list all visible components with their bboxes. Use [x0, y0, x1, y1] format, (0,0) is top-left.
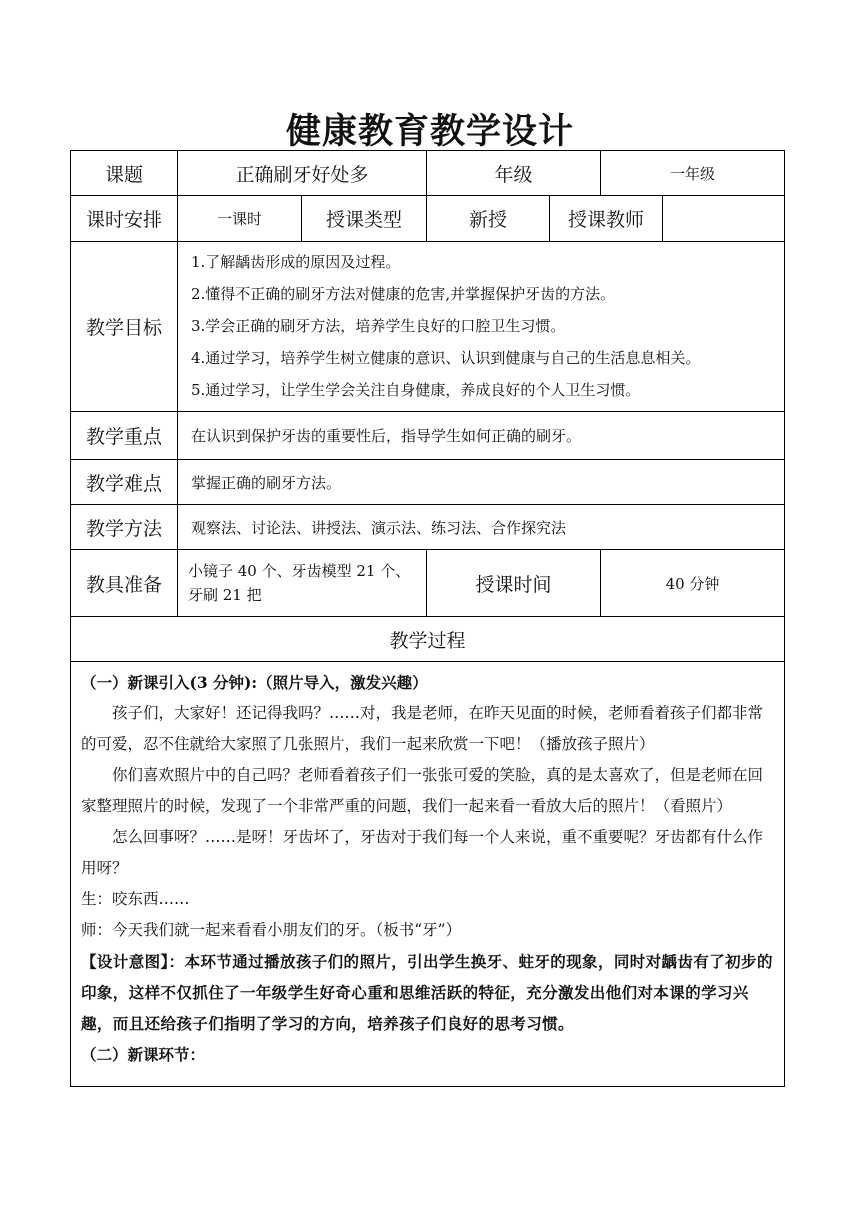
objectives-label: 教学目标 — [70, 241, 178, 412]
teacher-label: 授课教师 — [549, 195, 663, 242]
tools-label: 教具准备 — [70, 549, 178, 617]
process-paragraph: 你们喜欢照片中的自己吗？老师看着孩子们一张张可爱的笑脸，真的是太喜欢了，但是老师在回家整理照片的时候，发现了一个非常严重的问题，我们一起来看一看放大后的照片！（看照片） — [81, 766, 764, 815]
teacher-value — [662, 195, 785, 242]
time-label: 授课时间 — [426, 549, 601, 617]
process-body — [70, 661, 785, 1087]
section1-title: （一）新课引入(3 分钟):（照片导入，激发兴趣） — [81, 673, 428, 692]
type-label: 授课类型 — [301, 195, 427, 242]
objective-item: 3.学会正确的刷牙方法，培养学生良好的口腔卫生习惯。 — [191, 317, 566, 335]
grade-value: 一年级 — [600, 150, 785, 196]
objective-item: 4.通过学习，培养学生树立健康的意识、认识到健康与自己的生活息息相关。 — [191, 349, 701, 367]
tools-value: 小镜子 40 个、牙齿模型 21 个、牙刷 21 把 — [177, 549, 427, 617]
page-title: 健康教育教学设计 — [285, 112, 574, 152]
process-paragraph: 怎么回事呀？……是呀！牙齿坏了，牙齿对于我们每一个人来说，重不重要呢？牙齿都有什么作用呀？ — [81, 828, 764, 877]
key-point-value: 在认识到保护牙齿的重要性后，指导学生如何正确的刷牙。 — [177, 411, 785, 460]
process-header: 教学过程 — [70, 616, 785, 662]
difficulty-label: 教学难点 — [70, 459, 178, 505]
type-value: 新授 — [426, 195, 550, 242]
teacher-line: 师：今天我们就一起来看看小朋友们的牙。（板书“牙”） — [81, 921, 462, 939]
time-value: 40 分钟 — [600, 549, 785, 617]
student-line: 生：咬东西…… — [81, 890, 190, 908]
section2-title: （二）新课环节： — [81, 1045, 206, 1064]
grade-label: 年级 — [426, 150, 601, 196]
design-intent: 【设计意图】：本环节通过播放孩子们的照片，引出学生换牙、蛀牙的现象，同时对龋齿有了初步的印象，这样不仅抓住了一年级学生好奇心重和思维活跃的特征，充分激发出他们对本课的学习兴趣，而且还给孩子们指明了学习的方向，培养孩子们良好的思考习惯。 — [81, 952, 773, 1033]
methods-label: 教学方法 — [70, 504, 178, 550]
schedule-value: 一课时 — [177, 195, 302, 242]
schedule-label: 课时安排 — [70, 195, 178, 242]
process-paragraph: 孩子们，大家好！还记得我吗？……对，我是老师，在昨天见面的时候，老师看着孩子们都非常的可爱，忍不住就给大家照了几张照片，我们一起来欣赏一下吧！（播放孩子照片） — [81, 704, 764, 753]
topic-label: 课题 — [70, 150, 178, 196]
key-point-label: 教学重点 — [70, 411, 178, 460]
objective-item: 1.了解龋齿形成的原因及过程。 — [191, 253, 401, 271]
difficulty-value: 掌握正确的刷牙方法。 — [177, 459, 785, 505]
topic-value: 正确刷牙好处多 — [177, 150, 427, 196]
objectives-list — [177, 241, 785, 412]
objective-item: 2.懂得不正确的刷牙方法对健康的危害,并掌握保护牙齿的方法。 — [191, 285, 616, 303]
methods-value: 观察法、讨论法、讲授法、演示法、练习法、合作探究法 — [177, 504, 785, 550]
objective-item: 5.通过学习，让学生学会关注自身健康，养成良好的个人卫生习惯。 — [191, 381, 641, 399]
